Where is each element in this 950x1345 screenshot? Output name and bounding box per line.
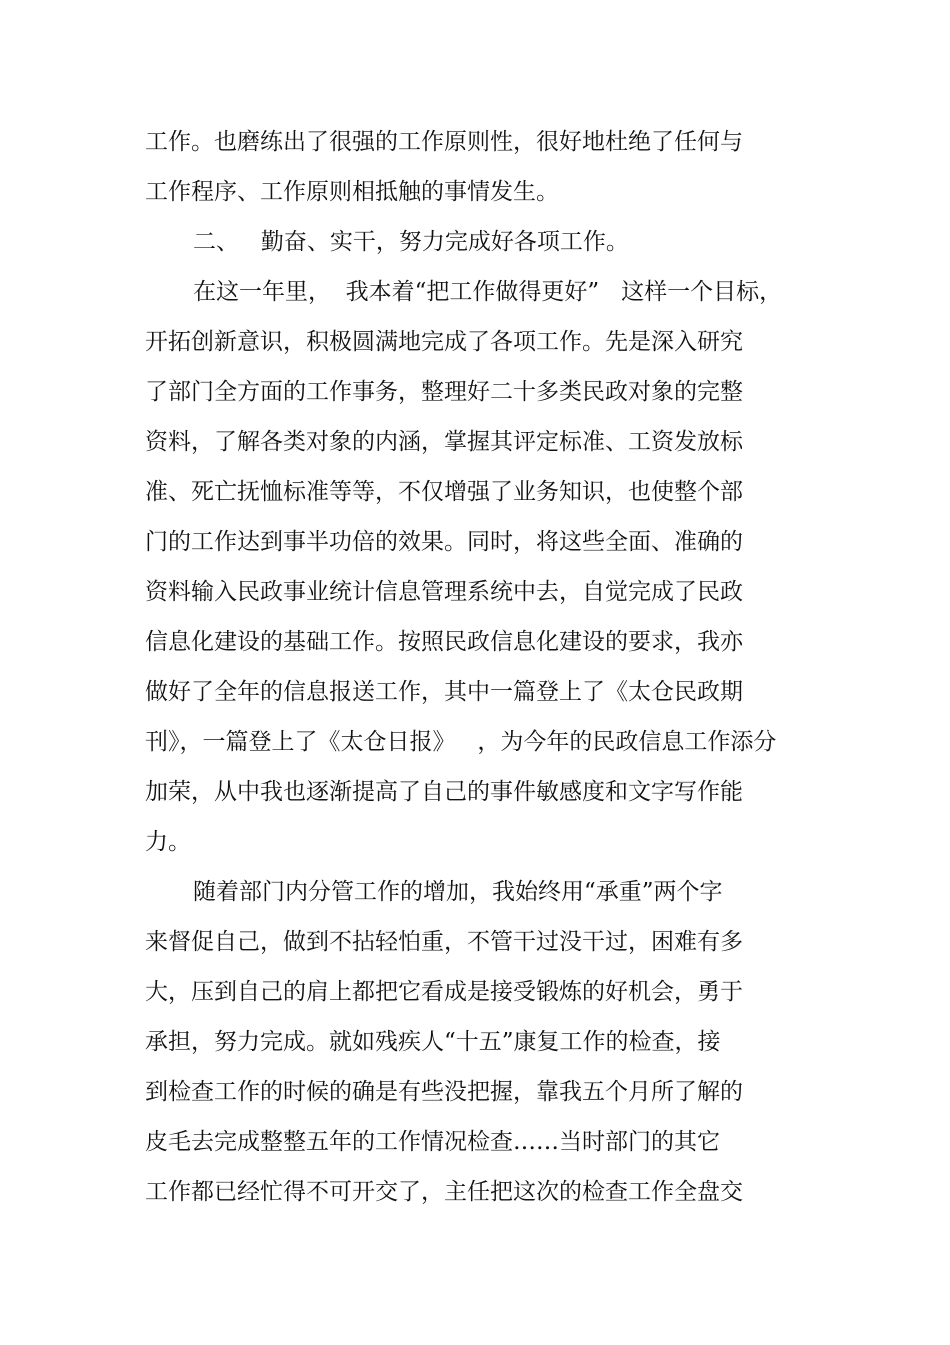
text-line: 准、死亡抚恤标准等等，不仅增强了业务知识，也使整个部 (145, 479, 743, 505)
text-line: 工作程序、工作原则相抵触的事情发生。 (145, 179, 559, 205)
text-line: 资料，了解各类对象的内涵，掌握其评定标准、工资发放标 (145, 429, 743, 455)
text-line: 门的工作达到事半功倍的效果。同时，将这些全面、准确的 (145, 529, 743, 555)
text-line: 大，压到自己的肩上都把它看成是接受锻炼的好机会，勇于 (145, 979, 743, 1005)
text-line: 刊》，一篇登上了《太仓日报》 ，为今年的民政信息工作添分 (145, 729, 777, 755)
text-line: 到检查工作的时候的确是有些没把握，靠我五个月所了解的 (145, 1079, 743, 1105)
text-line: 在这一年里， 我本着“把工作做得更好” 这样一个目标， (193, 279, 783, 305)
text-line: 开拓创新意识，积极圆满地完成了各项工作。先是深入研究 (145, 329, 743, 355)
text-line: 了部门全方面的工作事务，整理好二十多类民政对象的完整 (145, 379, 743, 405)
text-line: 力。 (145, 829, 191, 855)
text-line: 信息化建设的基础工作。按照民政信息化建设的要求，我亦 (145, 629, 743, 655)
text-line: 工作。也磨练出了很强的工作原则性，很好地杜绝了任何与 (145, 129, 743, 155)
text-line: 加荣，从中我也逐渐提高了自己的事件敏感度和文字写作能 (145, 779, 743, 805)
section-heading: 二、 勤奋、实干，努力完成好各项工作。 (193, 229, 629, 255)
text-line: 随着部门内分管工作的增加，我始终用“承重”两个字 (193, 879, 723, 905)
text-line: 资料输入民政事业统计信息管理系统中去，自觉完成了民政 (145, 579, 743, 605)
text-line: 承担，努力完成。就如残疾人“十五”康复工作的检查，接 (145, 1029, 721, 1055)
text-line: 来督促自己，做到不拈轻怕重，不管干过没干过，困难有多 (145, 929, 743, 955)
text-line: 皮毛去完成整整五年的工作情况检查……当时部门的其它 (145, 1129, 720, 1155)
text-line: 工作都已经忙得不可开交了，主任把这次的检查工作全盘交 (145, 1179, 743, 1205)
text-line: 做好了全年的信息报送工作，其中一篇登上了《太仓民政期 (145, 679, 743, 705)
